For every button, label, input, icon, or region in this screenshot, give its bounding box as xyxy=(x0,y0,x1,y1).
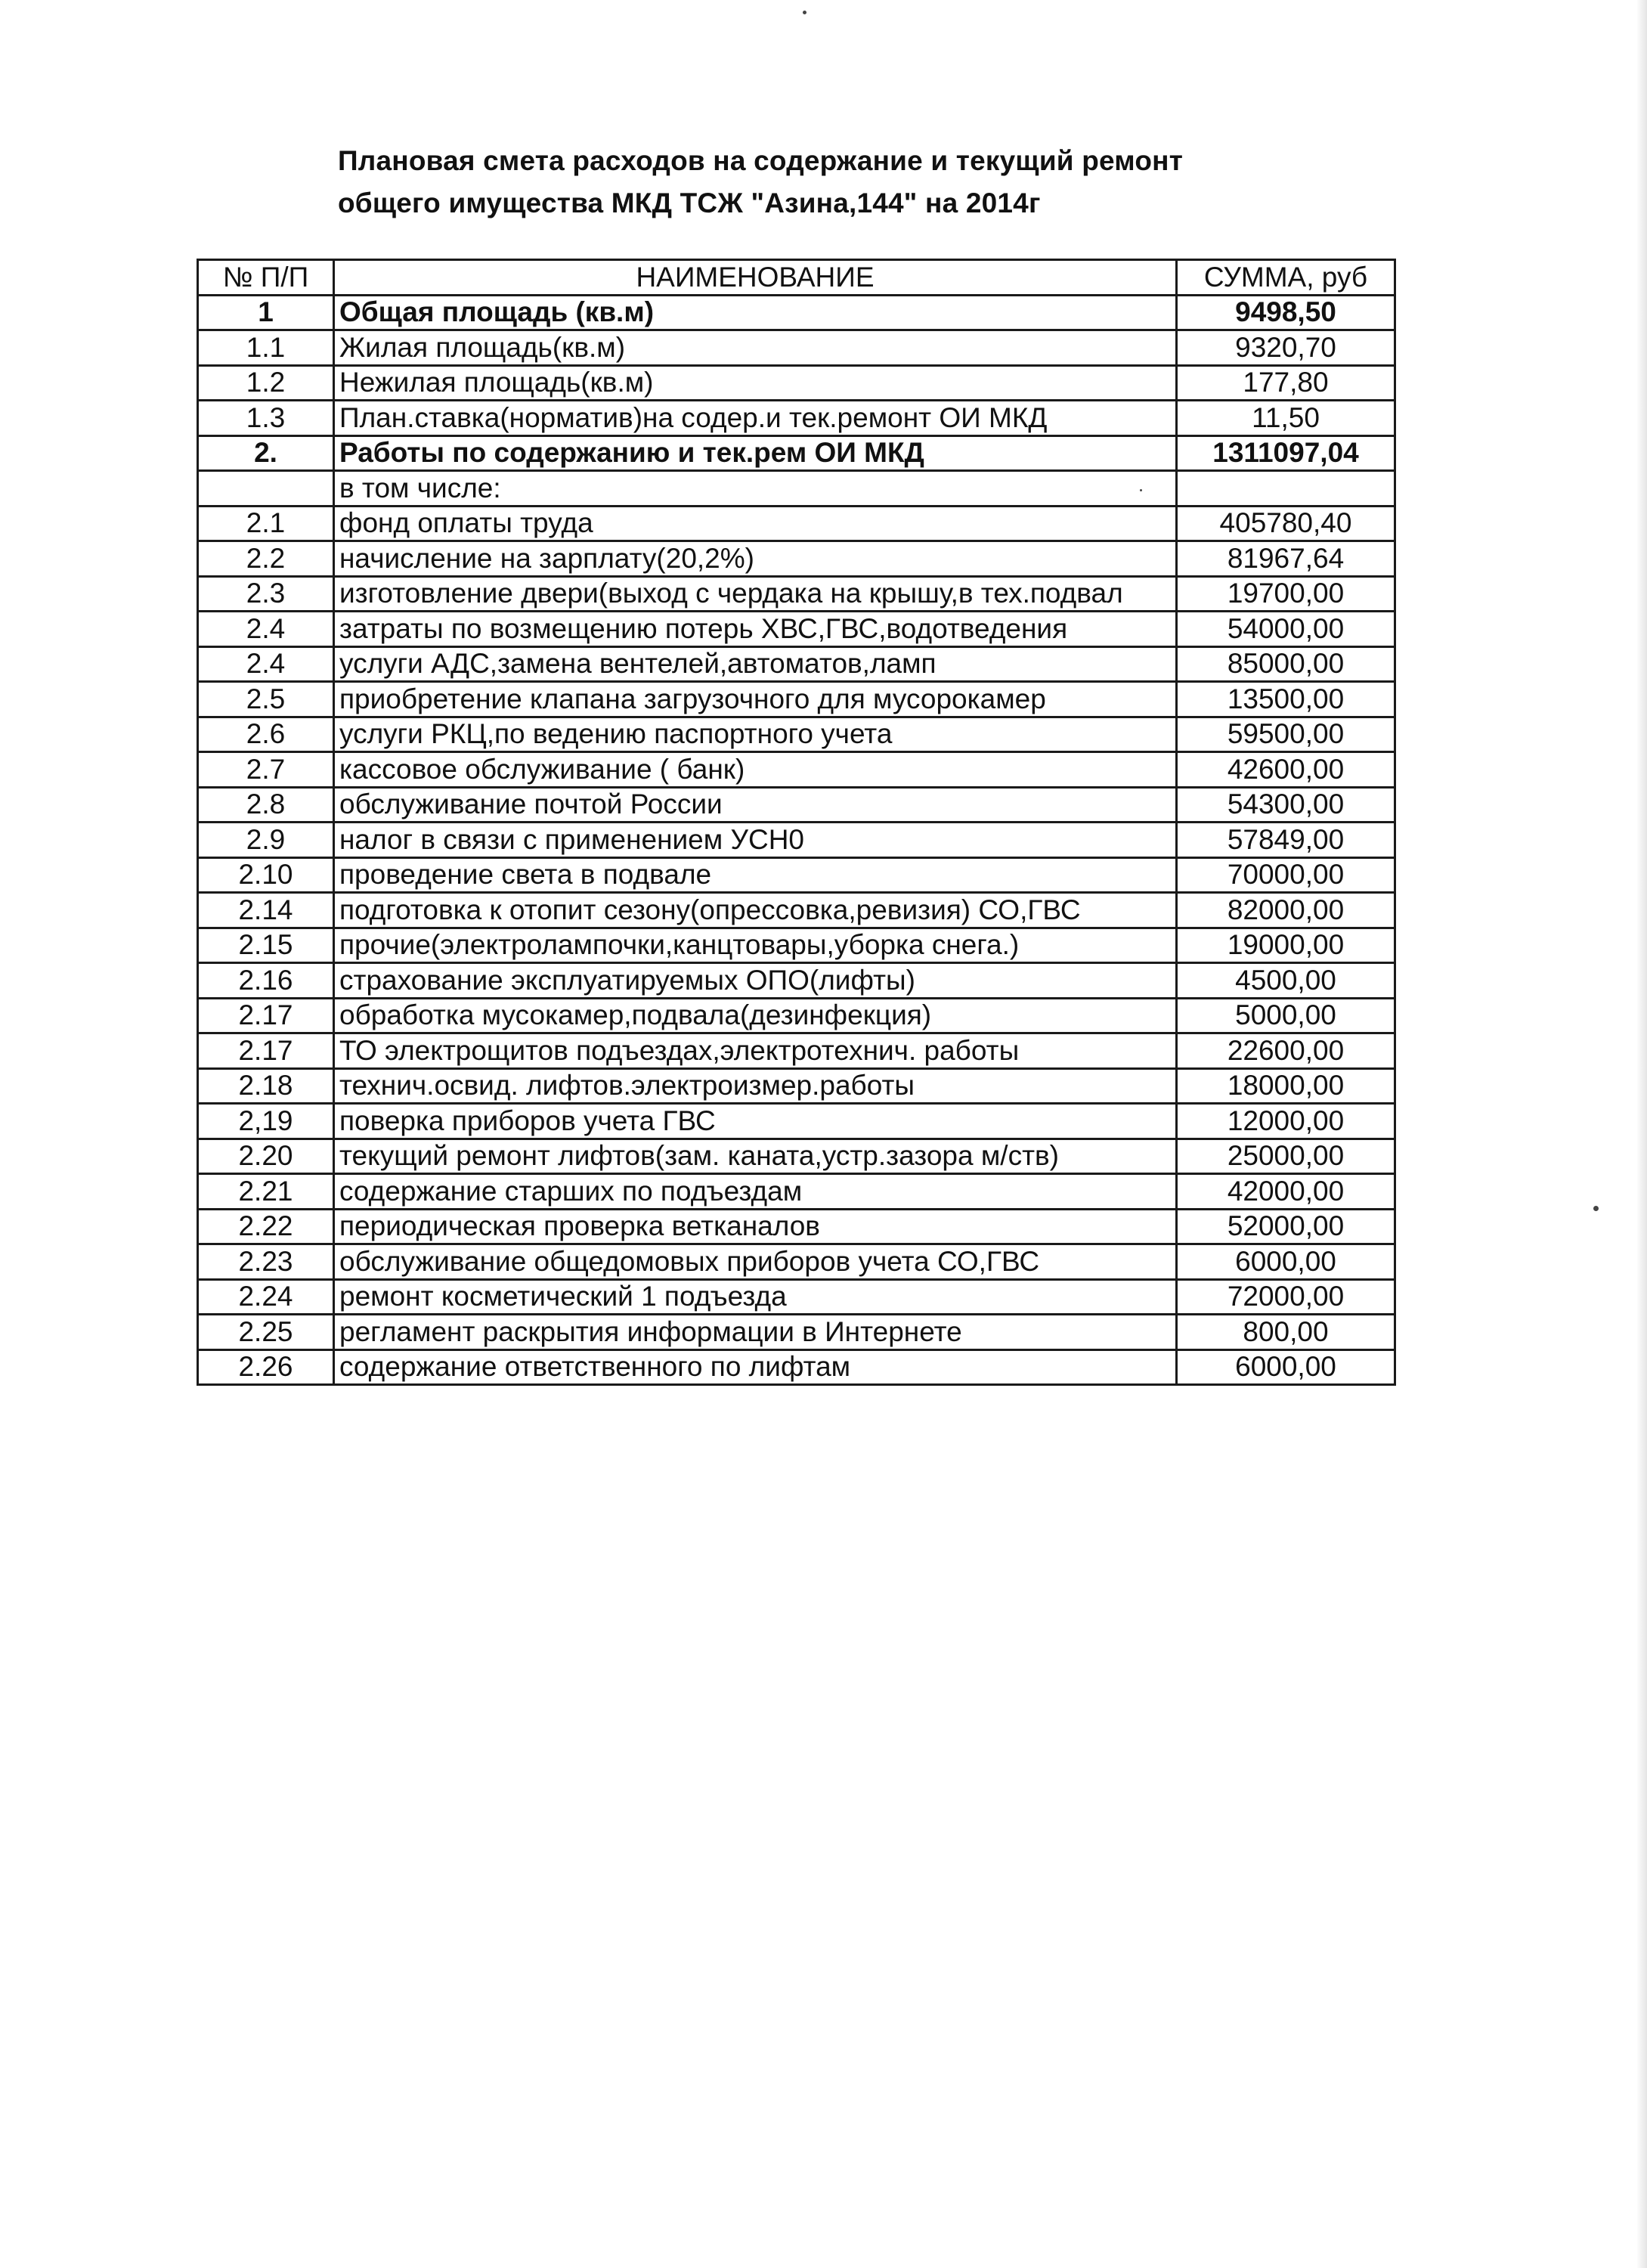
table-row xyxy=(198,1104,1395,1139)
table-row xyxy=(198,1033,1395,1069)
row-name: услуги РКЦ,по ведению паспортного учета xyxy=(334,717,1177,752)
row-sum: 85000,00 xyxy=(1177,646,1395,682)
row-name: Нежилая площадь(кв.м) xyxy=(334,365,1177,401)
row-number: 2.15 xyxy=(198,928,334,963)
row-name: затраты по возмещению потерь ХВС,ГВС,водотведения xyxy=(334,612,1177,647)
row-number: 1.3 xyxy=(198,401,334,436)
table-row xyxy=(198,295,1395,330)
row-sum: 59500,00 xyxy=(1177,717,1395,752)
table-row xyxy=(198,1174,1395,1210)
row-sum: 52000,00 xyxy=(1177,1209,1395,1244)
row-sum xyxy=(1177,471,1395,507)
row-sum: 12000,00 xyxy=(1177,1104,1395,1139)
row-name: прочие(электролампочки,канцтовары,уборка снега.) xyxy=(334,928,1177,963)
row-name: периодическая проверка ветканалов xyxy=(334,1209,1177,1244)
table-row xyxy=(198,541,1395,577)
row-name: План.ставка(норматив)на содер.и тек.ремонт ОИ МКД xyxy=(334,401,1177,436)
row-name: содержание старших по подъездам xyxy=(334,1174,1177,1210)
header-sum: СУММА, руб xyxy=(1177,260,1395,296)
row-name: приобретение клапана загрузочного для мусорокамер xyxy=(334,682,1177,717)
row-name: обслуживание общедомовых приборов учета СО,ГВС xyxy=(334,1244,1177,1280)
table-row xyxy=(198,1315,1395,1350)
table-row xyxy=(198,1209,1395,1244)
row-sum: 5000,00 xyxy=(1177,998,1395,1033)
row-name: фонд оплаты труда xyxy=(334,506,1177,541)
row-sum: 82000,00 xyxy=(1177,893,1395,928)
table-row xyxy=(198,682,1395,717)
row-sum: 1311097,04 xyxy=(1177,435,1395,471)
row-sum: 4500,00 xyxy=(1177,963,1395,999)
table-row xyxy=(198,506,1395,541)
row-number: 2.3 xyxy=(198,576,334,612)
row-sum: 70000,00 xyxy=(1177,857,1395,893)
row-number: 2.17 xyxy=(198,998,334,1033)
row-sum: 11,50 xyxy=(1177,401,1395,436)
row-sum: 800,00 xyxy=(1177,1315,1395,1350)
scan-speck xyxy=(1593,1206,1599,1211)
row-number: 2.17 xyxy=(198,1033,334,1069)
page-edge-shadow xyxy=(1636,0,1647,2268)
row-name: в том числе: xyxy=(334,471,1177,507)
row-sum: 57849,00 xyxy=(1177,823,1395,858)
title-line-2: общего имущества МКД ТСЖ "Азина,144" на 2014г xyxy=(338,187,1041,218)
row-number: 2.18 xyxy=(198,1068,334,1104)
row-name: технич.освид. лифтов.электроизмер.работы xyxy=(334,1068,1177,1104)
row-sum: 54000,00 xyxy=(1177,612,1395,647)
row-number xyxy=(198,471,334,507)
row-name: регламент раскрытия информации в Интернете xyxy=(334,1315,1177,1350)
table-row xyxy=(198,365,1395,401)
row-name: ТО электрощитов подъездах,электротехнич. работы xyxy=(334,1033,1177,1069)
row-name: налог в связи с применением УСН0 xyxy=(334,823,1177,858)
row-number: 1.2 xyxy=(198,365,334,401)
table-row xyxy=(198,1279,1395,1315)
row-name: поверка приборов учета ГВС xyxy=(334,1104,1177,1139)
row-name: начисление на зарплату(20,2%) xyxy=(334,541,1177,577)
table-row xyxy=(198,1349,1395,1385)
row-sum: 54300,00 xyxy=(1177,787,1395,823)
table-row xyxy=(198,1139,1395,1174)
row-number: 2,19 xyxy=(198,1104,334,1139)
row-sum: 405780,40 xyxy=(1177,506,1395,541)
table-row xyxy=(198,787,1395,823)
row-sum: 18000,00 xyxy=(1177,1068,1395,1104)
document-title xyxy=(338,140,1183,225)
row-name: подготовка к отопит сезону(опрессовка,ревизия) СО,ГВС xyxy=(334,893,1177,928)
table-row xyxy=(198,928,1395,963)
row-sum: 9498,50 xyxy=(1177,295,1395,330)
row-number: 2.10 xyxy=(198,857,334,893)
row-name: изготовление двери(выход с чердака на крышу,в тех.подвал xyxy=(334,576,1177,612)
row-number: 2.21 xyxy=(198,1174,334,1210)
row-sum: 177,80 xyxy=(1177,365,1395,401)
row-name: обслуживание почтой России xyxy=(334,787,1177,823)
row-name: ремонт косметический 1 подъезда xyxy=(334,1279,1177,1315)
row-sum: 6000,00 xyxy=(1177,1349,1395,1385)
table-row xyxy=(198,435,1395,471)
header-number: № П/П xyxy=(198,260,334,296)
row-sum: 19000,00 xyxy=(1177,928,1395,963)
row-name: Работы по содержанию и тек.рем ОИ МКД xyxy=(334,435,1177,471)
table-row xyxy=(198,646,1395,682)
table-row xyxy=(198,471,1395,507)
row-sum: 9320,70 xyxy=(1177,330,1395,366)
row-name: проведение света в подвале xyxy=(334,857,1177,893)
row-name: обработка мусокамер,подвала(дезинфекция) xyxy=(334,998,1177,1033)
row-sum: 81967,64 xyxy=(1177,541,1395,577)
table-row xyxy=(198,1068,1395,1104)
row-name: кассовое обслуживание ( банк) xyxy=(334,752,1177,788)
table-row xyxy=(198,330,1395,366)
row-sum: 25000,00 xyxy=(1177,1139,1395,1174)
row-number: 1.1 xyxy=(198,330,334,366)
row-name: Жилая площадь(кв.м) xyxy=(334,330,1177,366)
row-sum: 13500,00 xyxy=(1177,682,1395,717)
table-row xyxy=(198,752,1395,788)
table-row xyxy=(198,576,1395,612)
row-number: 2.5 xyxy=(198,682,334,717)
row-number: 2.23 xyxy=(198,1244,334,1280)
table-row xyxy=(198,612,1395,647)
table-row xyxy=(198,963,1395,999)
table-row xyxy=(198,717,1395,752)
table-row xyxy=(198,1244,1395,1280)
row-number: 2. xyxy=(198,435,334,471)
row-sum: 6000,00 xyxy=(1177,1244,1395,1280)
row-number: 1 xyxy=(198,295,334,330)
row-number: 2.4 xyxy=(198,612,334,647)
row-number: 2.20 xyxy=(198,1139,334,1174)
table-row xyxy=(198,823,1395,858)
row-number: 2.9 xyxy=(198,823,334,858)
row-sum: 19700,00 xyxy=(1177,576,1395,612)
row-name: содержание ответственного по лифтам xyxy=(334,1349,1177,1385)
table-row xyxy=(198,857,1395,893)
row-number: 2.14 xyxy=(198,893,334,928)
row-sum: 72000,00 xyxy=(1177,1279,1395,1315)
title-line-1: Плановая смета расходов на содержание и текущий ремонт xyxy=(338,145,1184,176)
row-number: 2.26 xyxy=(198,1349,334,1385)
table-row xyxy=(198,998,1395,1033)
row-number: 2.16 xyxy=(198,963,334,999)
row-number: 2.24 xyxy=(198,1279,334,1315)
row-name: страхование эксплуатируемых ОПО(лифты) xyxy=(334,963,1177,999)
budget-table xyxy=(197,259,1396,1386)
row-number: 2.4 xyxy=(198,646,334,682)
row-number: 2.8 xyxy=(198,787,334,823)
header-name: НАИМЕНОВАНИЕ xyxy=(334,260,1177,296)
scan-speck xyxy=(803,11,806,14)
row-sum: 42000,00 xyxy=(1177,1174,1395,1210)
table-row xyxy=(198,401,1395,436)
row-number: 2.2 xyxy=(198,541,334,577)
row-name: услуги АДС,замена вентелей,автоматов,ламп xyxy=(334,646,1177,682)
row-name: текущий ремонт лифтов(зам. каната,устр.зазора м/ств) xyxy=(334,1139,1177,1174)
row-name: Общая площадь (кв.м) xyxy=(334,295,1177,330)
table-header-row xyxy=(198,260,1395,296)
row-number: 2.25 xyxy=(198,1315,334,1350)
row-sum: 42600,00 xyxy=(1177,752,1395,788)
row-number: 2.7 xyxy=(198,752,334,788)
row-number: 2.6 xyxy=(198,717,334,752)
row-number: 2.22 xyxy=(198,1209,334,1244)
row-sum: 22600,00 xyxy=(1177,1033,1395,1069)
row-number: 2.1 xyxy=(198,506,334,541)
table-row xyxy=(198,893,1395,928)
